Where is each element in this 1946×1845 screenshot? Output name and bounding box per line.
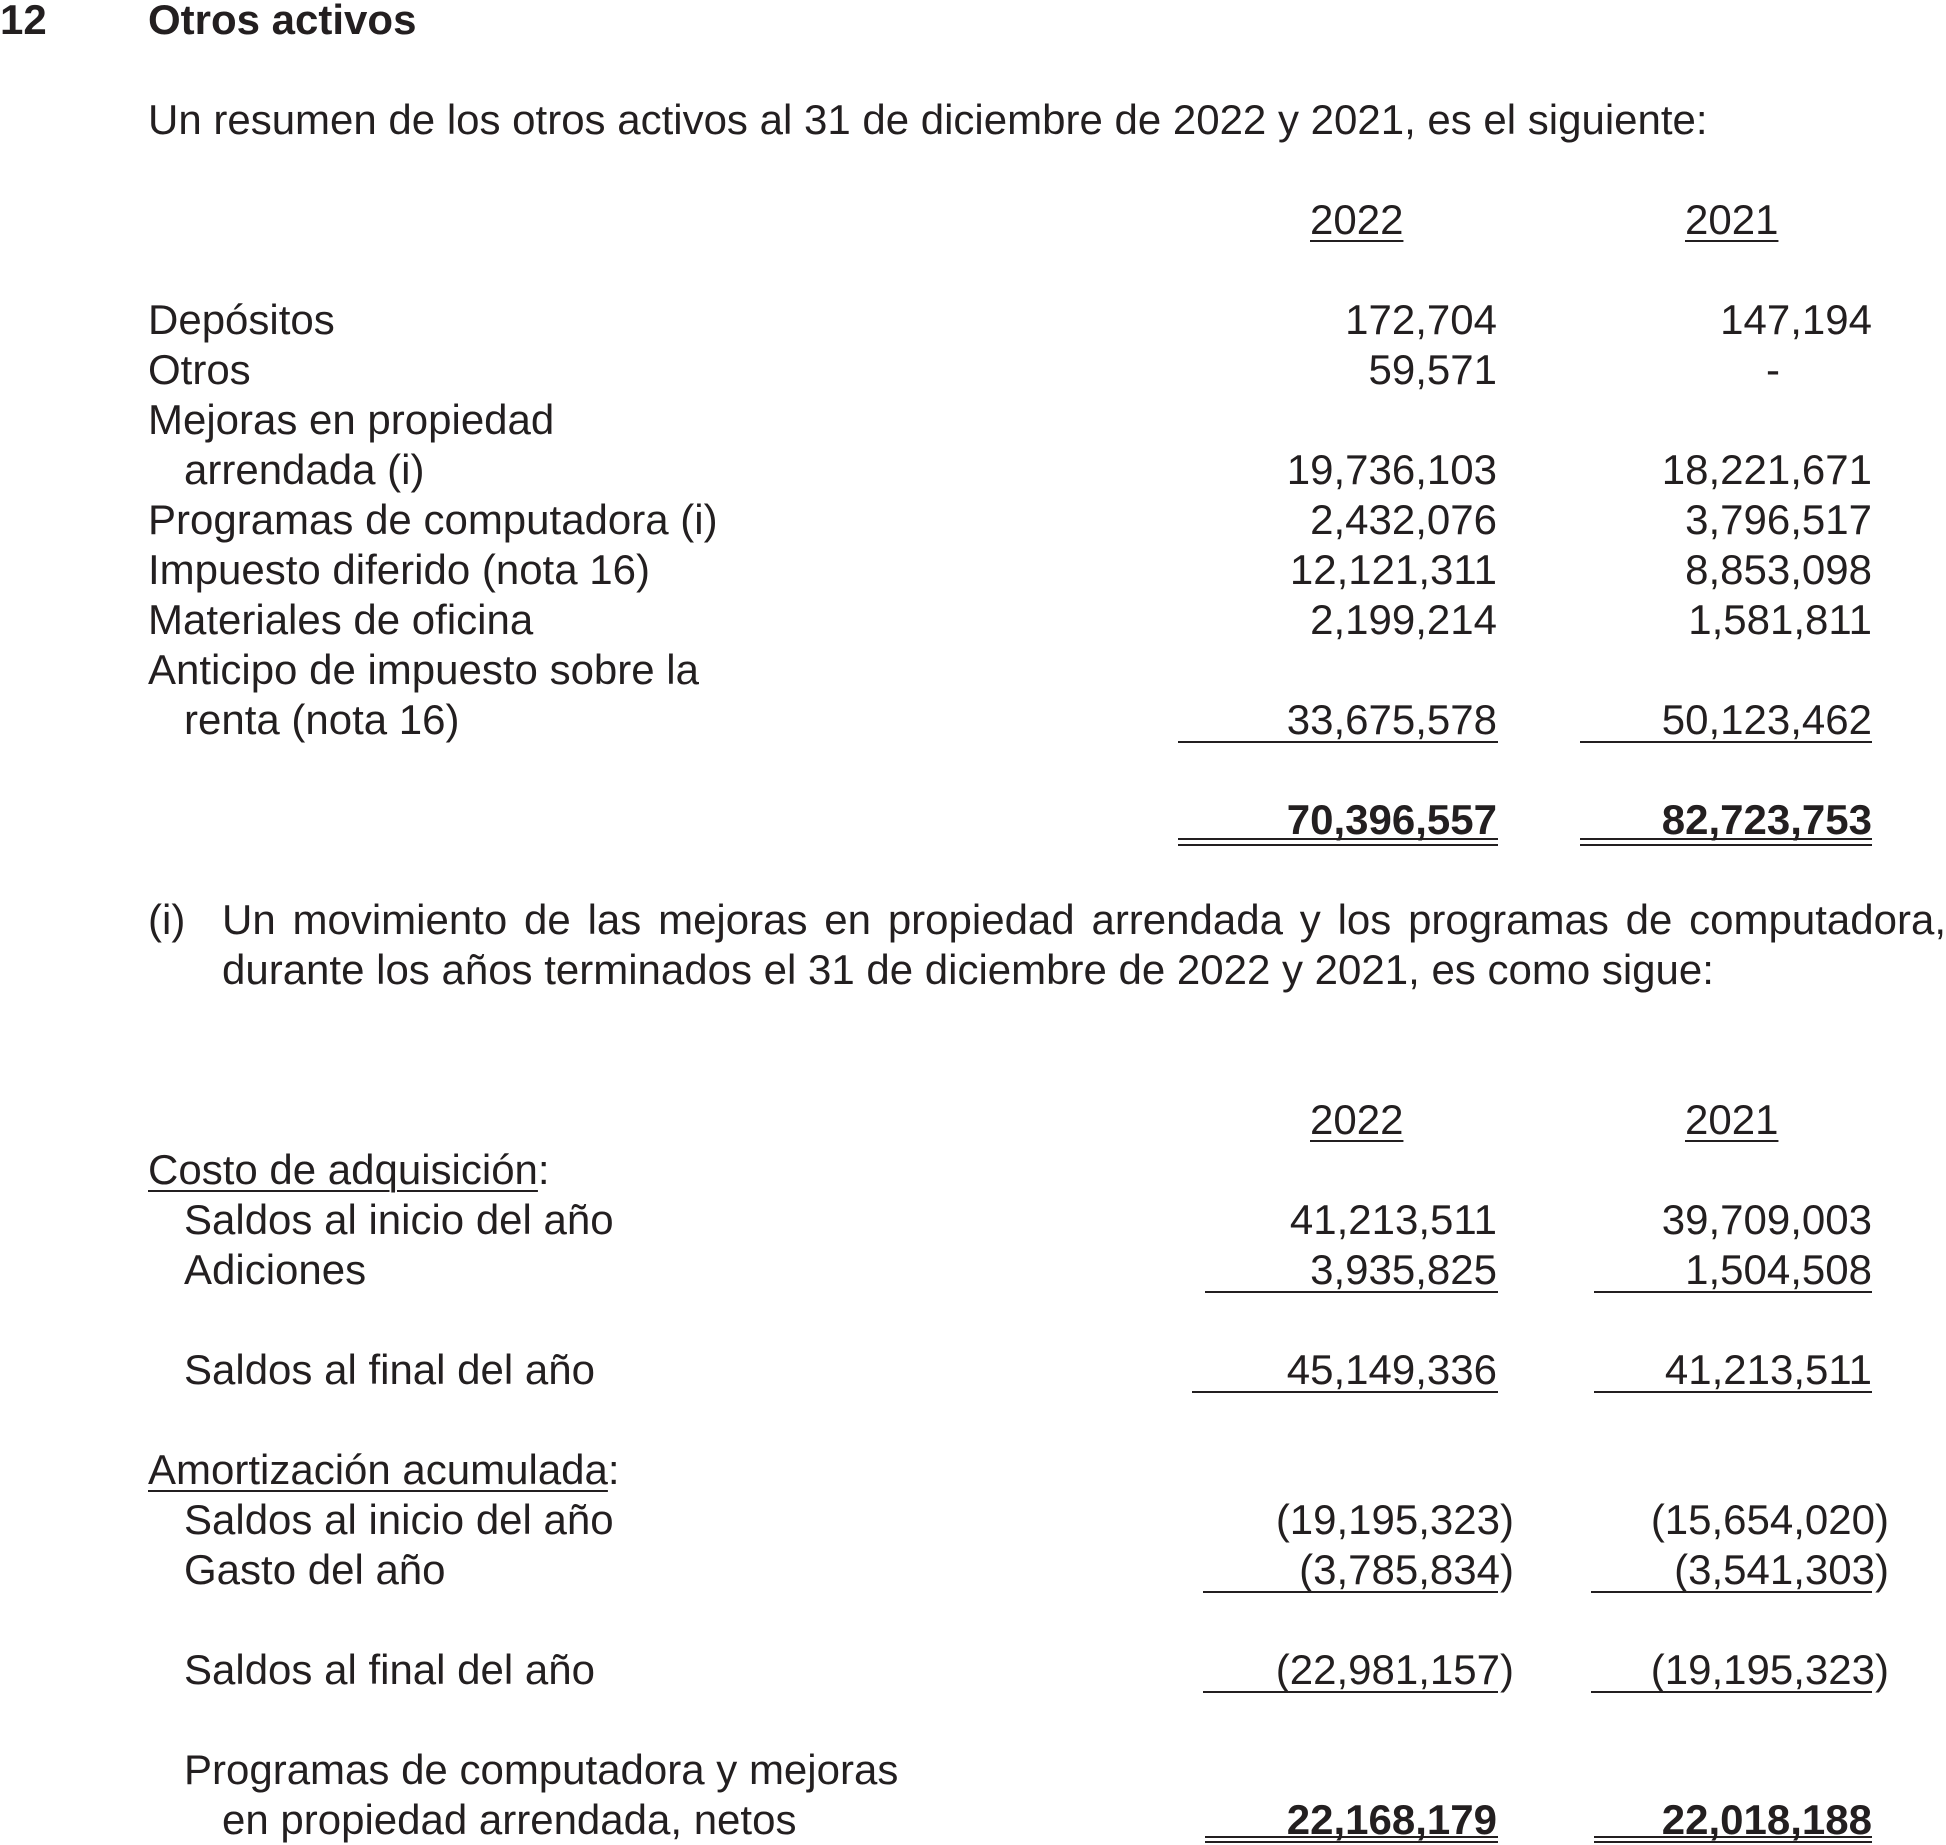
value-2021: 39,709,003 bbox=[1661, 1196, 1872, 1243]
row-label: Otros bbox=[148, 346, 251, 393]
row-label: Depósitos bbox=[148, 296, 335, 343]
cost-closing-rule-2021 bbox=[1594, 1391, 1872, 1393]
value-2021: 1,504,508 bbox=[1685, 1246, 1872, 1293]
net-2021: 22,018,188 bbox=[1661, 1796, 1872, 1843]
value-2022: 3,935,825 bbox=[1310, 1246, 1497, 1293]
row-label: Saldos al inicio del año bbox=[184, 1196, 614, 1243]
total-rule-2022 bbox=[1178, 838, 1498, 840]
value-2022: 19,736,103 bbox=[1286, 446, 1497, 493]
value-2021: (15,654,020) bbox=[1650, 1496, 1889, 1543]
value-2022: (19,195,323) bbox=[1275, 1496, 1514, 1543]
expense-rule-2021 bbox=[1591, 1591, 1872, 1593]
additions-rule-2022 bbox=[1205, 1291, 1498, 1293]
cost-section-title: Costo de adquisición: bbox=[148, 1146, 550, 1193]
net-rule-2022 bbox=[1205, 1836, 1498, 1838]
net-label: Programas de computadora y mejoras bbox=[184, 1746, 899, 1793]
note-text: Un movimiento de las mejoras en propiedad arrendada y los programas de computadora, durante los años terminados el 31 de diciembre de 2022 y 2021, es como sigue: bbox=[222, 896, 1946, 993]
table1-header-2022: 2022 bbox=[1310, 196, 1404, 243]
row-label: Saldos al final del año bbox=[184, 1646, 595, 1693]
value-2022: 59,571 bbox=[1368, 346, 1497, 393]
row-label: Adiciones bbox=[184, 1246, 367, 1293]
value-2021: 147,194 bbox=[1720, 296, 1872, 343]
net-double-rule-2021 bbox=[1594, 1841, 1872, 1843]
value-2022: 172,704 bbox=[1345, 296, 1497, 343]
amort-section-title: Amortización acumulada: bbox=[148, 1446, 620, 1493]
row-label: Saldos al inicio del año bbox=[184, 1496, 614, 1543]
additions-rule-2021 bbox=[1594, 1291, 1872, 1293]
row-label-cont: arrendada (i) bbox=[184, 446, 425, 493]
value-2021: 18,221,671 bbox=[1661, 446, 1872, 493]
value-2021: 1,581,811 bbox=[1688, 596, 1872, 643]
section-title: Otros activos bbox=[148, 0, 417, 43]
value-2022: 2,199,214 bbox=[1310, 596, 1497, 643]
amort-closing-rule-2021 bbox=[1591, 1691, 1872, 1693]
total-double-rule-2022 bbox=[1178, 844, 1498, 846]
note-marker: (i) bbox=[148, 896, 186, 943]
total-double-rule-2021 bbox=[1580, 844, 1872, 846]
value-2022: 2,432,076 bbox=[1310, 496, 1497, 543]
total-2022: 70,396,557 bbox=[1286, 796, 1497, 843]
value-2021: - bbox=[1766, 346, 1780, 393]
row-label-cont: renta (nota 16) bbox=[184, 696, 460, 743]
subtotal-rule-2022 bbox=[1178, 741, 1498, 743]
table1-header-2021: 2021 bbox=[1685, 196, 1779, 243]
expense-rule-2022 bbox=[1203, 1591, 1498, 1593]
intro-text: Un resumen de los otros activos al 31 de diciembre de 2022 y 2021, es el siguiente: bbox=[148, 96, 1708, 143]
total-2021: 82,723,753 bbox=[1661, 796, 1872, 843]
subtotal-rule-2021 bbox=[1580, 741, 1872, 743]
value-2021: (19,195,323) bbox=[1650, 1646, 1889, 1693]
value-2022: (22,981,157) bbox=[1275, 1646, 1514, 1693]
row-label: Anticipo de impuesto sobre la bbox=[148, 646, 699, 693]
row-label: Mejoras en propiedad bbox=[148, 396, 555, 443]
table2-header-2022: 2022 bbox=[1310, 1096, 1404, 1143]
net-2022: 22,168,179 bbox=[1286, 1796, 1497, 1843]
value-2022: 45,149,336 bbox=[1286, 1346, 1497, 1393]
value-2021: 50,123,462 bbox=[1661, 696, 1872, 743]
value-2022: 33,675,578 bbox=[1286, 696, 1497, 743]
net-label-cont: en propiedad arrendada, netos bbox=[222, 1796, 797, 1843]
cost-closing-rule-2022 bbox=[1192, 1391, 1498, 1393]
value-2021: 8,853,098 bbox=[1685, 546, 1872, 593]
row-label: Impuesto diferido (nota 16) bbox=[148, 546, 650, 593]
net-double-rule-2022 bbox=[1205, 1841, 1498, 1843]
table2-header-2021: 2021 bbox=[1685, 1096, 1779, 1143]
value-2021: (3,541,303) bbox=[1674, 1546, 1889, 1593]
net-rule-2021 bbox=[1594, 1836, 1872, 1838]
value-2022: (3,785,834) bbox=[1299, 1546, 1514, 1593]
value-2021: 3,796,517 bbox=[1685, 496, 1872, 543]
row-label: Saldos al final del año bbox=[184, 1346, 595, 1393]
value-2021: 41,213,511 bbox=[1664, 1346, 1872, 1393]
row-label: Gasto del año bbox=[184, 1546, 446, 1593]
value-2022: 12,121,311 bbox=[1289, 546, 1497, 593]
section-number: 12 bbox=[0, 0, 47, 43]
row-label: Programas de computadora (i) bbox=[148, 496, 718, 543]
value-2022: 41,213,511 bbox=[1289, 1196, 1497, 1243]
total-rule-2021 bbox=[1580, 838, 1872, 840]
amort-closing-rule-2022 bbox=[1203, 1691, 1498, 1693]
row-label: Materiales de oficina bbox=[148, 596, 534, 643]
